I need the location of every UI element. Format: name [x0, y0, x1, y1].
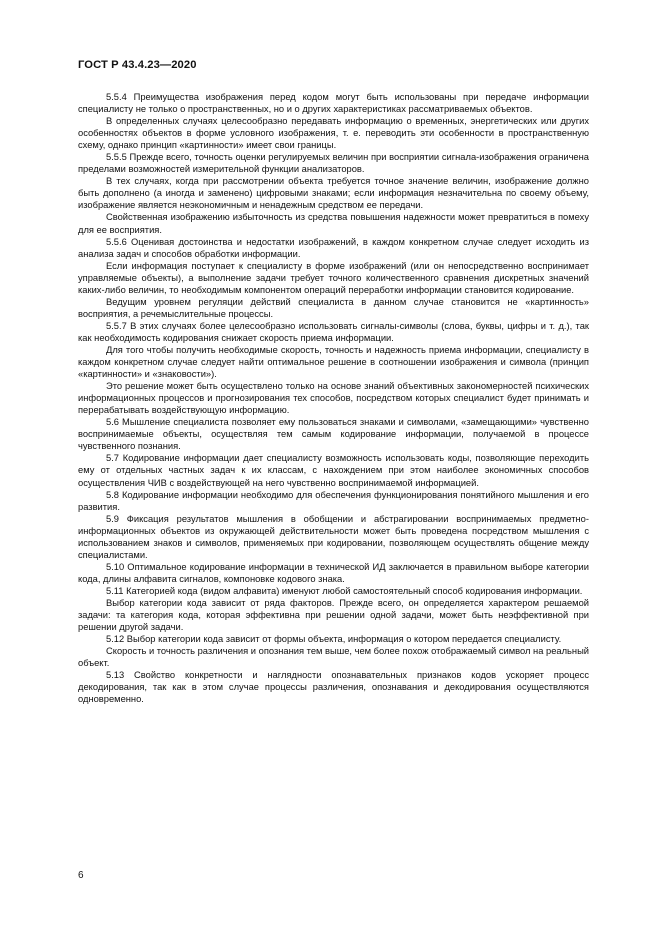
- body-paragraph: 5.9 Фиксация результатов мышления в обобщении и абстрагировании воспринимаемых предметно-информационных объектов из окружающей действительности может быть проведена посредством мышления с использованием знаков и символов, применяемых при кодировании, позволяющем осуществлять общение между специалистами.: [78, 513, 589, 560]
- body-paragraph: 5.7 Кодирование информации дает специалисту возможность использовать коды, позволяющие переходить ему от отдельных частных задач к их классам, с нахождением при этом наиболее экономичных способов осуществления ЧИВ с воздействующей на него чувственно воспринимаемой информацией.: [78, 453, 589, 488]
- body-paragraph: 5.11 Категорией кода (видом алфавита) именуют любой самостоятельный способ кодирования информации.: [106, 585, 583, 596]
- standard-designation: ГОСТ Р 43.4.23—2020: [78, 59, 197, 71]
- body-paragraph: Это решение может быть осуществлено только на основе знаний объективных закономерностей психических информационных процессов и прогнозирования тех способов, посредством которых специалист будет принимать и перерабатывать воздействующую информацию.: [78, 381, 589, 416]
- body-paragraph: В тех случаях, когда при рассмотрении объекта требуется точное значение величин, изображение должно быть дополнено (а иногда и заменено) цифровыми знаками; если информация незначительна по своему объему, изображение является неэкономичным и ненадежным средством ее передачи.: [78, 176, 589, 211]
- body-paragraph: Скорость и точность различения и опознания тем выше, чем более похож отображаемый символ на реальный объект.: [78, 646, 589, 669]
- body-paragraph: 5.12 Выбор категории кода зависит от формы объекта, информация о котором передается специалисту.: [106, 634, 562, 645]
- body-paragraph: 5.13 Свойство конкретности и наглядности опознавательных признаков кодов ускоряет процесс декодирования, так как в этом случае процессы различения, опознавания и декодирования осуществляются одновременно.: [78, 670, 589, 705]
- body-paragraph: Ведущим уровнем регуляции действий специалиста в данном случае становится не «картинность» восприятия, а речемыслительные процессы.: [78, 296, 589, 319]
- body-paragraph: Выбор категории кода зависит от ряда факторов. Прежде всего, он определяется характером решаемой задачи: та категория кода, которая эффективна при решении одной задачи, может быть неэффективной при решении другой задачи.: [78, 597, 589, 633]
- body-paragraph: 5.6 Мышление специалиста позволяет ему пользоваться знаками и символами, «замещающими» чувственно воспринимаемые объекты, осуществляя тем самым кодирование информации, получаемой в процессе чувственного познания.: [78, 417, 589, 452]
- body-paragraph: 5.5.7 В этих случаях более целесообразно использовать сигналы-символы (слова, буквы, цифры и т. д.), так как необходимость кодирования снижает скорость приема информации.: [78, 320, 589, 343]
- body-paragraph: 5.10 Оптимальное кодирование информации в технической ИД заключается в правильном выборе категории кода, длины алфавита сигналов, компоновке кодового знака.: [78, 561, 589, 584]
- body-paragraph: 5.5.6 Оценивая достоинства и недостатки изображений, в каждом конкретном случае следует исходить из анализа задач и способов обработки информации.: [78, 236, 589, 259]
- body-paragraph: 5.8 Кодирование информации необходимо для обеспечения функционирования понятийного мышления и его развития.: [78, 489, 589, 512]
- body-paragraph: Свойственная изображению избыточность из средства повышения надежности может превратиться в помеху для ее восприятия.: [78, 212, 589, 235]
- page-number: 6: [78, 870, 84, 881]
- body-paragraph: 5.5.5 Прежде всего, точность оценки регулируемых величин при восприятии сигнала-изображения ограничена пределами возможностей измерительной функции анализаторов.: [78, 152, 589, 175]
- document-body: [78, 91, 589, 705]
- body-paragraph: В определенных случаях целесообразно передавать информацию о временных, энергетических или других особенностях объектов в форме условного изображения, т. е. переводить эти особенности в пространственную схему, однако принцип «картинности» имеет свои границы.: [78, 116, 589, 151]
- body-paragraph: Для того чтобы получить необходимые скорость, точность и надежность приема информации, специалисту в каждом конкретном случае следует найти оптимальное решение в соотношении изображения и символа (принцип «картинности» и «знаковости»).: [78, 344, 589, 380]
- body-paragraph: Если информация поступает к специалисту в форме изображений (или он непосредственно воспринимает управляемые объекты), а выполнение задачи требует точного количественного сравнения дискретных значений каких-либо величин, то необходимым компонентом операций переработки информации становится кодирование.: [78, 260, 589, 295]
- body-paragraph: 5.5.4 Преимущества изображения перед кодом могут быть использованы при передаче информации специалисту не только о пространственных, но и о других характеристиках рассматриваемых объектов.: [78, 92, 589, 115]
